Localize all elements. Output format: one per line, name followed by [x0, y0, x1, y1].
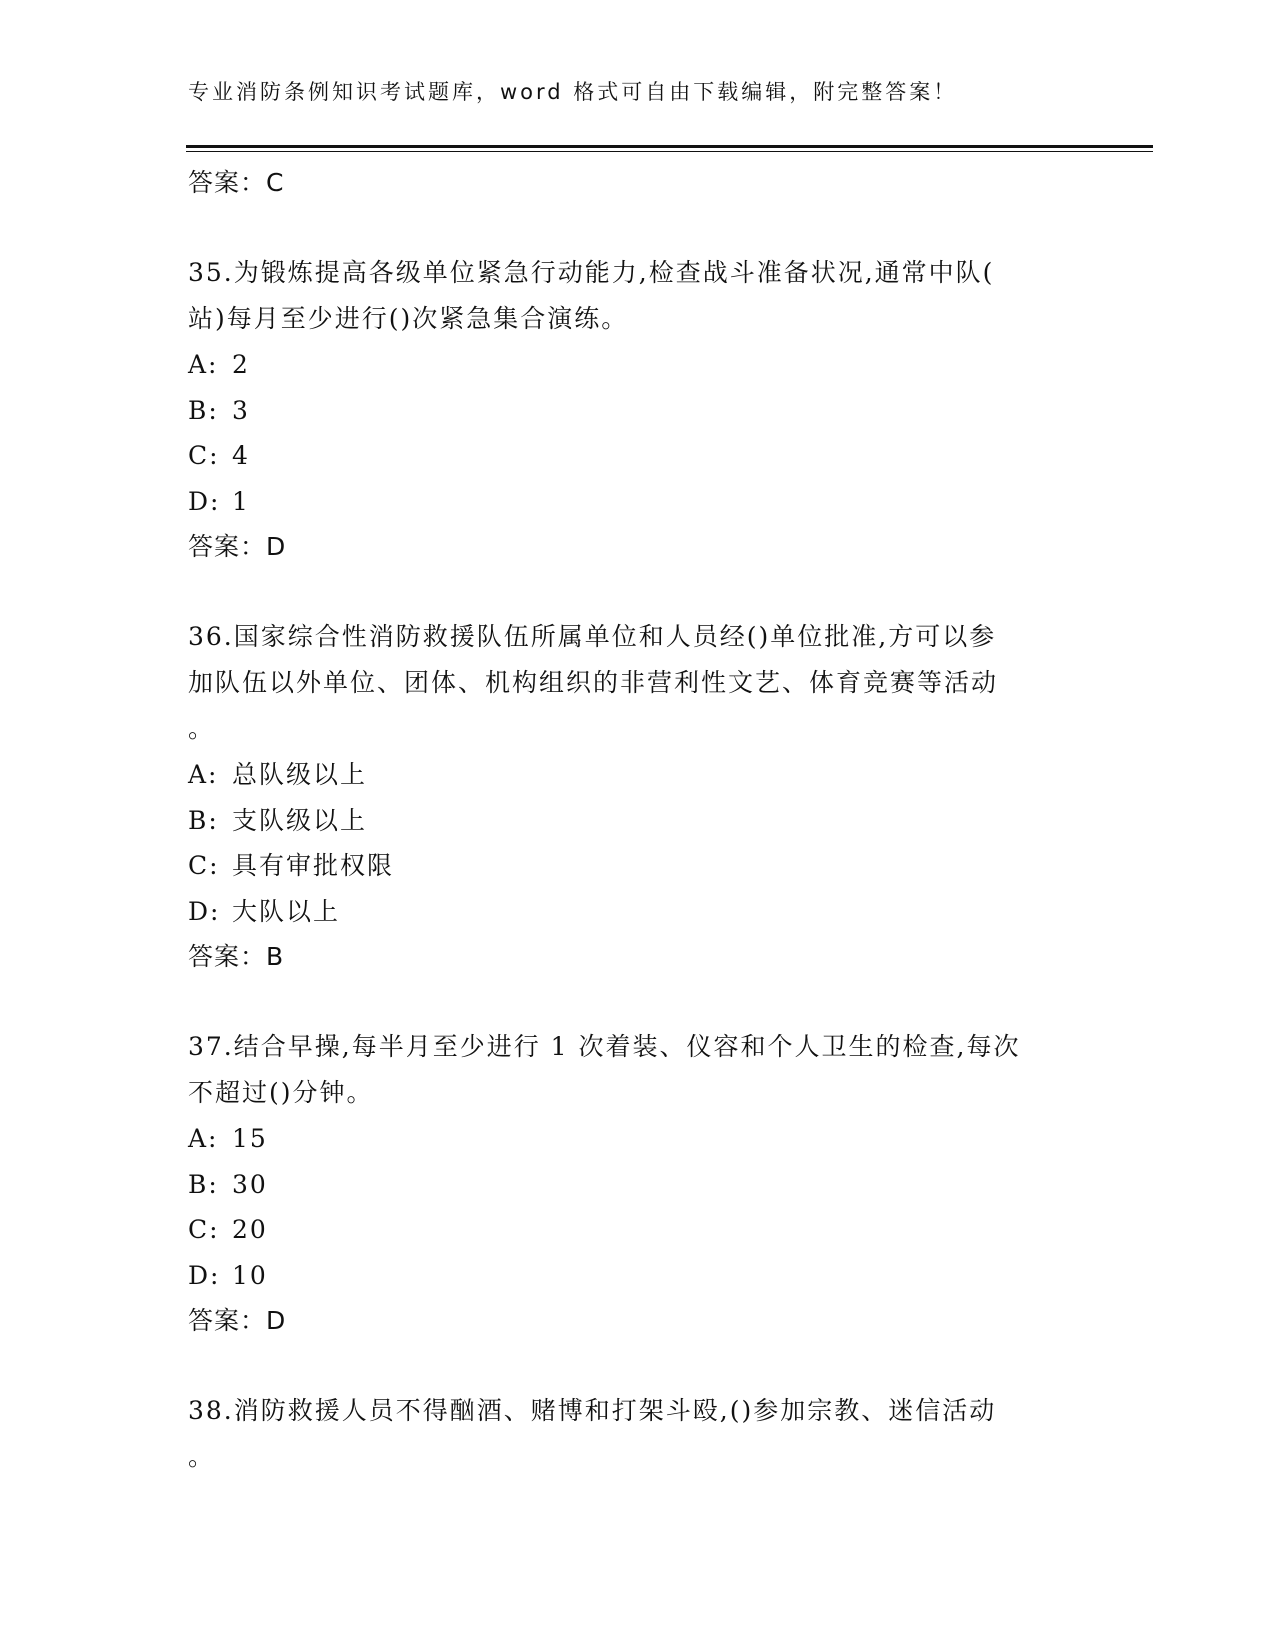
question-35 [188, 250, 1088, 570]
option-b: B: 3 [188, 395, 250, 425]
option-d: D: 1 [188, 486, 250, 516]
option-a: A: 2 [188, 350, 250, 379]
question-line: 。 [188, 714, 216, 743]
question-text [188, 250, 1088, 342]
option-c: C: 4 [188, 441, 250, 470]
question-37 [188, 1024, 1088, 1344]
question-line: 35.为锻炼提高各级单位紧急行动能力,检查战斗准备状况,通常中队( [188, 258, 995, 287]
question-line: 加队伍以外单位、团体、机构组织的非营利性文艺、体育竞赛等活动 [188, 668, 999, 697]
question-line: 36.国家综合性消防救援队伍所属单位和人员经()单位批准,方可以参 [188, 622, 997, 651]
option-d: D: 10 [188, 1260, 268, 1290]
option-b: B: 支队级以上 [188, 805, 368, 835]
option-a: A: 15 [188, 1124, 268, 1153]
question-line: 。 [188, 1442, 216, 1471]
option-c: C: 具有审批权限 [188, 851, 395, 880]
question-line: 不超过()分钟。 [188, 1078, 374, 1107]
question-line: 37.结合早操,每半月至少进行 1 次着装、仪容和个人卫生的检查,每次 [188, 1032, 1021, 1061]
answer-line: 答案：D [188, 532, 287, 561]
answer-line: 答案：D [188, 1306, 287, 1335]
question-line: 站)每月至少进行()次紧急集合演练。 [188, 304, 629, 333]
question-38 [188, 1388, 1088, 1480]
header-rule-thick [186, 145, 1153, 148]
question-text [188, 1024, 1088, 1116]
answer-line: 答案：C [188, 168, 285, 197]
option-a: A: 总队级以上 [188, 760, 368, 789]
option-d: D: 大队以上 [188, 896, 341, 926]
option-b: B: 30 [188, 1169, 268, 1199]
question-36 [188, 614, 1088, 980]
answer-line: 答案：B [188, 942, 285, 971]
page-header: 专业消防条例知识考试题库，word 格式可自由下载编辑，附完整答案！ [188, 80, 958, 104]
question-line: 38.消防救援人员不得酗酒、赌博和打架斗殴,()参加宗教、迷信活动 [188, 1396, 997, 1425]
question-text [188, 614, 1088, 752]
header-rule-thin [186, 151, 1153, 152]
option-c: C: 20 [188, 1215, 268, 1244]
question-text [188, 1388, 1088, 1480]
question-list [188, 160, 1088, 1480]
